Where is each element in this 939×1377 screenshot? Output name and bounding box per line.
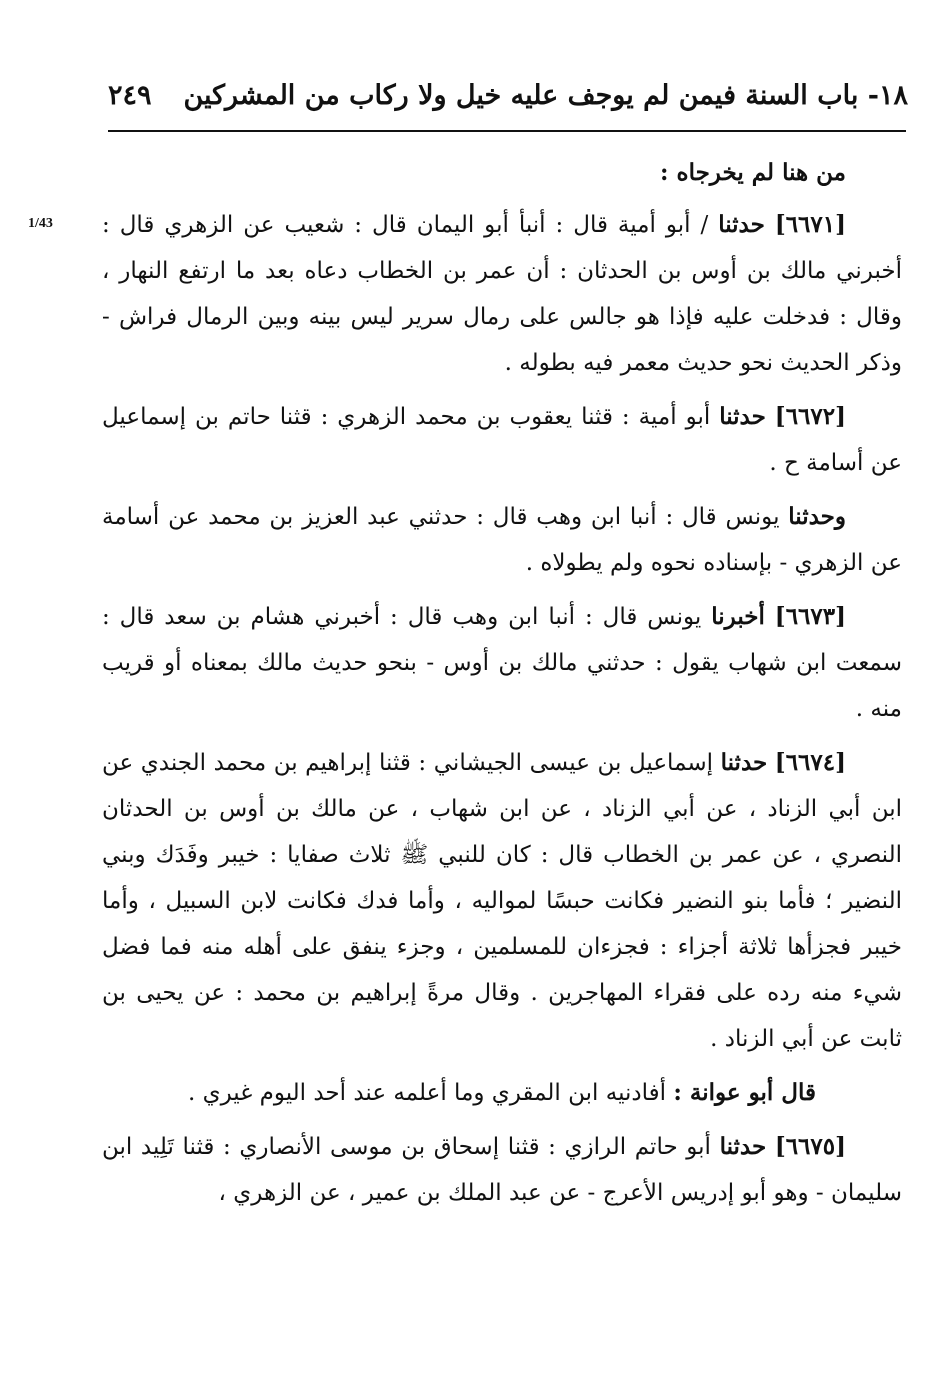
hadith-text: يونس قال : أنبا ابن وهب قال : حدثني عبد العزيز بن محمد عن أسامة عن الزهري - بإسناده نحوه ولم يطولاه .	[102, 504, 902, 576]
hadith-lead: حدثنا	[718, 211, 765, 238]
hadith-text: أبو حاتم الرازي : قثنا إسحاق بن موسى الأنصاري : قثنا تَلِيد ابن سليمان - وهو أبو إدريس الأعرج - عن عبد الملك بن عمير ، عن الزهري ،	[102, 1134, 902, 1206]
hadith-lead: وحدثنا	[788, 503, 846, 530]
hadith-lead: قال أبو عوانة :	[673, 1079, 817, 1106]
margin-note: 1/43	[28, 216, 53, 231]
running-title: ١٨- باب السنة فيمن لم يوجف عليه خيل ولا ركاب من المشركين	[183, 80, 908, 111]
hadith-paragraph	[102, 740, 902, 1062]
hadith-lead: حدثنا	[719, 1133, 767, 1160]
hadith-number: [٦٦٧١]	[774, 211, 847, 238]
hadith-number: [٦٦٧٥]	[774, 1133, 847, 1160]
hadith-lead: حدثنا	[719, 403, 766, 430]
hadith-number: [٦٦٧٢]	[774, 403, 846, 430]
hadith-lead: أخبرنا	[711, 603, 765, 630]
hadith-text: أبو أمية : قثنا يعقوب بن محمد الزهري : قثنا حاتم بن إسماعيل عن أسامة ح .	[102, 404, 902, 476]
hadith-number: [٦٦٧٤]	[774, 749, 846, 776]
intro-line: من هنا لم يخرجاه :	[660, 159, 846, 186]
hadith-paragraph	[102, 1124, 902, 1216]
hadith-paragraph	[102, 394, 902, 486]
hadith-text: إسماعيل بن عيسى الجيشاني : قثنا إبراهيم بن محمد الجندي عن ابن أبي الزناد ، عن أبي الزناد ، عن ابن شهاب ، عن مالك بن أوس بن الحدثان النصري ، عن عمر بن الخطاب قال : كان للنبي ﷺ ثلاث صفايا : خيبر وفَدَك وبني النضير ؛ فأما بنو النضير فكانت حبسًا لمواليه ، وأما فدك فكانت لابن السبيل ، وأما خيبر فجزأها ثلاثة أجزاء : فجزءان للمسلمين ، وجزء ينفق على أهله منه فما فضل شيء منه رده على فقراء المهاجرين . وقال مرةً إبراهيم بن محمد : عن يحيى بن ثابت عن أبي الزناد .	[102, 750, 902, 1052]
page-body	[102, 150, 902, 1224]
author-remark	[102, 1070, 902, 1116]
header-rule	[108, 130, 906, 132]
page-number: ٢٤٩	[108, 80, 152, 111]
hadith-paragraph	[102, 202, 902, 386]
hadith-lead: حدثنا	[720, 749, 768, 776]
hadith-text: / أبو أمية قال : أنبأ أبو اليمان قال : شعيب عن الزهري قال : أخبرني مالك بن أوس بن الحدثان : أن عمر بن الخطاب دعاه بعد ما ارتفع النهار ، وقال : فدخلت عليه فإذا هو جالس على رمال سرير ليس بينه وبين الرمال فراش - وذكر الحديث نحو حديث معمر فيه بطوله .	[102, 212, 902, 376]
hadith-text: يونس قال : أنبا ابن وهب قال : أخبرني هشام بن سعد قال : سمعت ابن شهاب يقول : حدثني مالك بن أوس - بنحو حديث مالك بمعناه أو قريب منه .	[102, 604, 902, 722]
page-header	[108, 76, 908, 126]
hadith-number: [٦٦٧٣]	[774, 603, 846, 630]
hadith-paragraph	[102, 594, 902, 732]
hadith-text: أفادنيه ابن المقري وما أعلمه عند أحد اليوم غيري .	[187, 1080, 674, 1106]
hadith-paragraph	[102, 494, 902, 586]
